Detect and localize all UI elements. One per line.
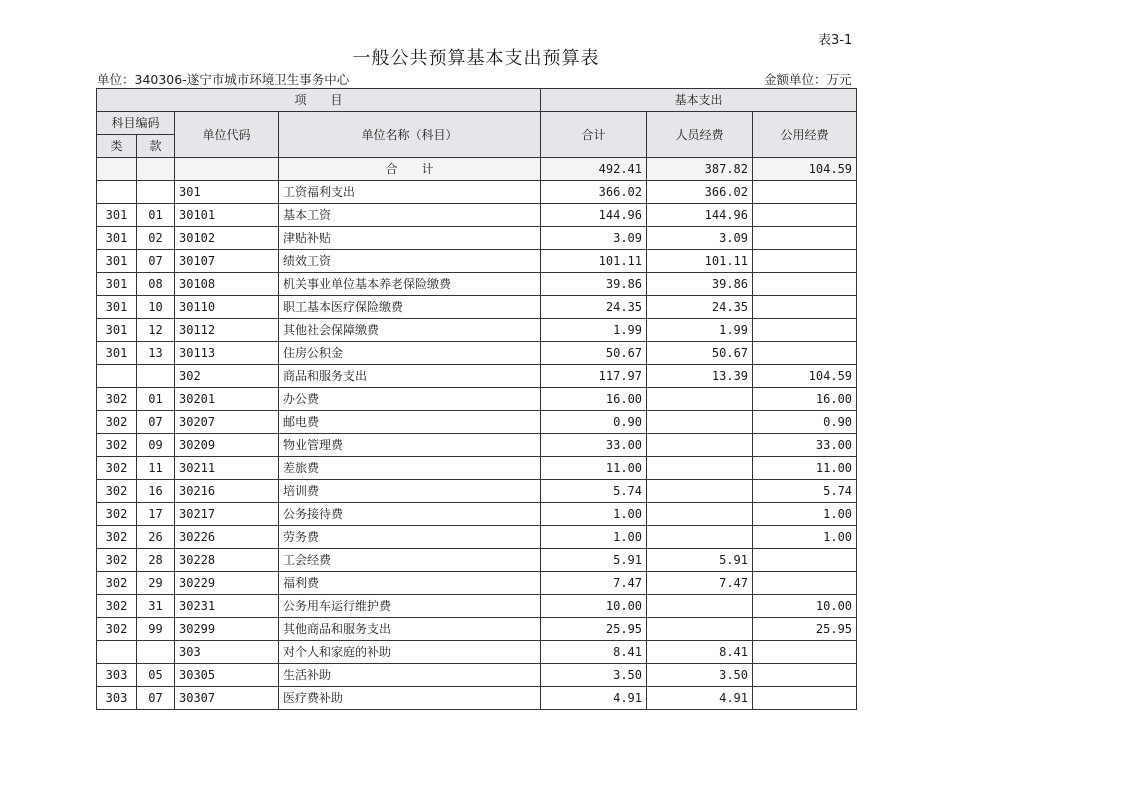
cell-total: 7.47 [541, 572, 647, 595]
cell-name: 对个人和家庭的补助 [279, 641, 541, 664]
cell-lei: 302 [97, 595, 137, 618]
cell-lei: 302 [97, 457, 137, 480]
amount-unit-label: 金额单位：万元 [764, 72, 852, 87]
cell-personnel: 4.91 [647, 687, 753, 710]
cell-public [753, 641, 857, 664]
cell-total: 117.97 [541, 365, 647, 388]
cell-unit-code: 30201 [175, 388, 279, 411]
cell-name: 生活补助 [279, 664, 541, 687]
cell-personnel: 3.09 [647, 227, 753, 250]
header-lei: 类 [97, 135, 137, 158]
cell-unit-code: 30228 [175, 549, 279, 572]
header-public: 公用经费 [753, 112, 857, 158]
cell-unit-code: 30209 [175, 434, 279, 457]
cell-name: 福利费 [279, 572, 541, 595]
cell-unit-code: 30226 [175, 526, 279, 549]
cell-unit-code: 30108 [175, 273, 279, 296]
cell-name: 职工基本医疗保险缴费 [279, 296, 541, 319]
total-personnel: 387.82 [647, 158, 753, 181]
cell-personnel: 24.35 [647, 296, 753, 319]
table-row [97, 319, 857, 342]
cell-personnel: 8.41 [647, 641, 753, 664]
total-label: 合 计 [279, 158, 541, 181]
unit-label: 单位：340306-遂宁市城市环境卫生事务中心 [97, 72, 350, 87]
cell-total: 10.00 [541, 595, 647, 618]
cell-public: 25.95 [753, 618, 857, 641]
cell-unit-code: 301 [175, 181, 279, 204]
cell-name: 其他社会保障缴费 [279, 319, 541, 342]
cell-public [753, 273, 857, 296]
cell-unit-code: 302 [175, 365, 279, 388]
cell-kuan [137, 365, 175, 388]
cell-personnel: 144.96 [647, 204, 753, 227]
cell-name: 公务用车运行维护费 [279, 595, 541, 618]
cell-personnel: 5.91 [647, 549, 753, 572]
cell-total: 16.00 [541, 388, 647, 411]
cell-public: 1.00 [753, 503, 857, 526]
cell-public: 5.74 [753, 480, 857, 503]
cell-kuan: 08 [137, 273, 175, 296]
table-row [97, 480, 857, 503]
cell-kuan: 13 [137, 342, 175, 365]
cell-personnel [647, 457, 753, 480]
cell-name: 机关事业单位基本养老保险缴费 [279, 273, 541, 296]
cell-unit-code: 30229 [175, 572, 279, 595]
cell-name: 邮电费 [279, 411, 541, 434]
cell-kuan: 09 [137, 434, 175, 457]
cell-public [753, 664, 857, 687]
cell-lei: 302 [97, 618, 137, 641]
cell-public [753, 572, 857, 595]
cell-public [753, 549, 857, 572]
cell-public [753, 342, 857, 365]
cell-total: 3.09 [541, 227, 647, 250]
table-row [97, 296, 857, 319]
table-row [97, 204, 857, 227]
cell-kuan: 05 [137, 664, 175, 687]
cell-kuan: 07 [137, 250, 175, 273]
cell-total: 5.74 [541, 480, 647, 503]
cell-unit-code: 303 [175, 641, 279, 664]
cell-public [753, 227, 857, 250]
cell-personnel: 3.50 [647, 664, 753, 687]
cell-personnel: 1.99 [647, 319, 753, 342]
header-unit-name: 单位名称（科目） [279, 112, 541, 158]
cell-total: 39.86 [541, 273, 647, 296]
cell-personnel [647, 480, 753, 503]
cell-unit-code: 30217 [175, 503, 279, 526]
cell-lei: 302 [97, 480, 137, 503]
cell-name: 差旅费 [279, 457, 541, 480]
cell-kuan: 99 [137, 618, 175, 641]
cell-name: 物业管理费 [279, 434, 541, 457]
cell-unit-code: 30216 [175, 480, 279, 503]
table-row [97, 365, 857, 388]
cell-total: 1.00 [541, 526, 647, 549]
table-row [97, 641, 857, 664]
cell-lei: 301 [97, 296, 137, 319]
table-number: 表3-1 [818, 33, 853, 48]
cell-kuan: 17 [137, 503, 175, 526]
cell-unit-code: 30101 [175, 204, 279, 227]
cell-total: 1.00 [541, 503, 647, 526]
cell-total: 1.99 [541, 319, 647, 342]
table-row [97, 595, 857, 618]
cell-kuan [137, 181, 175, 204]
cell-lei [97, 181, 137, 204]
cell-personnel [647, 503, 753, 526]
cell-personnel [647, 595, 753, 618]
cell-total: 5.91 [541, 549, 647, 572]
cell-total: 4.91 [541, 687, 647, 710]
cell-public: 16.00 [753, 388, 857, 411]
cell-name: 津贴补贴 [279, 227, 541, 250]
cell-lei: 301 [97, 250, 137, 273]
cell-kuan: 29 [137, 572, 175, 595]
cell-name: 医疗费补助 [279, 687, 541, 710]
cell-lei: 301 [97, 273, 137, 296]
cell-lei: 302 [97, 503, 137, 526]
table-row [97, 687, 857, 710]
cell-total: 33.00 [541, 434, 647, 457]
cell-lei: 302 [97, 572, 137, 595]
table-row [97, 503, 857, 526]
cell-public [753, 319, 857, 342]
cell-unit-code: 30231 [175, 595, 279, 618]
budget-table [96, 88, 857, 710]
cell-lei: 302 [97, 434, 137, 457]
table-row [97, 227, 857, 250]
cell-total: 144.96 [541, 204, 647, 227]
header-kuan: 款 [137, 135, 175, 158]
cell-lei: 302 [97, 549, 137, 572]
cell-unit-code: 30107 [175, 250, 279, 273]
cell-lei: 303 [97, 687, 137, 710]
cell-personnel: 50.67 [647, 342, 753, 365]
cell-name: 工资福利支出 [279, 181, 541, 204]
header-personnel: 人员经费 [647, 112, 753, 158]
table-row [97, 411, 857, 434]
cell-total: 24.35 [541, 296, 647, 319]
header-item: 项 目 [97, 89, 541, 112]
cell-kuan: 07 [137, 411, 175, 434]
cell-lei: 303 [97, 664, 137, 687]
cell-name: 其他商品和服务支出 [279, 618, 541, 641]
cell-name: 绩效工资 [279, 250, 541, 273]
total-row [97, 158, 857, 181]
cell-lei [97, 365, 137, 388]
cell-personnel: 366.02 [647, 181, 753, 204]
cell-public: 104.59 [753, 365, 857, 388]
cell-personnel: 39.86 [647, 273, 753, 296]
cell-unit-code: 30102 [175, 227, 279, 250]
cell-unit-code: 30110 [175, 296, 279, 319]
cell-unit-code: 30299 [175, 618, 279, 641]
cell-name: 劳务费 [279, 526, 541, 549]
cell-public: 1.00 [753, 526, 857, 549]
cell-personnel [647, 388, 753, 411]
cell-total: 11.00 [541, 457, 647, 480]
table-row [97, 549, 857, 572]
cell-kuan: 10 [137, 296, 175, 319]
cell-name: 培训费 [279, 480, 541, 503]
cell-name: 工会经费 [279, 549, 541, 572]
cell-lei: 301 [97, 204, 137, 227]
total-public: 104.59 [753, 158, 857, 181]
cell-personnel: 7.47 [647, 572, 753, 595]
table-row [97, 618, 857, 641]
cell-kuan: 16 [137, 480, 175, 503]
cell-lei: 301 [97, 319, 137, 342]
table-row [97, 664, 857, 687]
cell-unit-code: 30113 [175, 342, 279, 365]
cell-public [753, 204, 857, 227]
cell-lei: 302 [97, 388, 137, 411]
cell-personnel [647, 526, 753, 549]
cell-total: 101.11 [541, 250, 647, 273]
table-row [97, 342, 857, 365]
cell-total: 366.02 [541, 181, 647, 204]
table-row [97, 250, 857, 273]
cell-name: 办公费 [279, 388, 541, 411]
cell-unit-code: 30211 [175, 457, 279, 480]
cell-public [753, 296, 857, 319]
cell-public: 11.00 [753, 457, 857, 480]
table-row [97, 181, 857, 204]
header-basic-expenditure: 基本支出 [541, 89, 857, 112]
cell-unit-code: 30207 [175, 411, 279, 434]
cell-kuan [137, 641, 175, 664]
cell-total: 3.50 [541, 664, 647, 687]
table-row [97, 457, 857, 480]
cell-unit-code: 30307 [175, 687, 279, 710]
total-total: 492.41 [541, 158, 647, 181]
cell-lei [97, 641, 137, 664]
cell-kuan: 12 [137, 319, 175, 342]
cell-lei: 302 [97, 411, 137, 434]
cell-name: 商品和服务支出 [279, 365, 541, 388]
table-row [97, 434, 857, 457]
cell-public: 10.00 [753, 595, 857, 618]
cell-personnel [647, 411, 753, 434]
header-total: 合计 [541, 112, 647, 158]
cell-total: 8.41 [541, 641, 647, 664]
cell-total: 50.67 [541, 342, 647, 365]
cell-kuan: 01 [137, 204, 175, 227]
cell-personnel [647, 618, 753, 641]
cell-public [753, 250, 857, 273]
cell-public [753, 181, 857, 204]
cell-name: 住房公积金 [279, 342, 541, 365]
cell-personnel: 101.11 [647, 250, 753, 273]
table-row [97, 273, 857, 296]
header-unit-code: 单位代码 [175, 112, 279, 158]
table-row [97, 526, 857, 549]
cell-personnel: 13.39 [647, 365, 753, 388]
table-row [97, 388, 857, 411]
header-subject-code: 科目编码 [97, 112, 175, 135]
cell-total: 0.90 [541, 411, 647, 434]
cell-unit-code: 30305 [175, 664, 279, 687]
cell-name: 基本工资 [279, 204, 541, 227]
cell-unit-code: 30112 [175, 319, 279, 342]
cell-lei: 301 [97, 227, 137, 250]
cell-kuan: 02 [137, 227, 175, 250]
cell-public: 33.00 [753, 434, 857, 457]
cell-public: 0.90 [753, 411, 857, 434]
cell-name: 公务接待费 [279, 503, 541, 526]
cell-total: 25.95 [541, 618, 647, 641]
cell-personnel [647, 434, 753, 457]
cell-kuan: 07 [137, 687, 175, 710]
cell-kuan: 28 [137, 549, 175, 572]
cell-kuan: 01 [137, 388, 175, 411]
cell-lei: 302 [97, 526, 137, 549]
page-title: 一般公共预算基本支出预算表 [352, 48, 600, 69]
cell-kuan: 11 [137, 457, 175, 480]
cell-public [753, 687, 857, 710]
table-row [97, 572, 857, 595]
cell-kuan: 31 [137, 595, 175, 618]
cell-kuan: 26 [137, 526, 175, 549]
cell-lei: 301 [97, 342, 137, 365]
